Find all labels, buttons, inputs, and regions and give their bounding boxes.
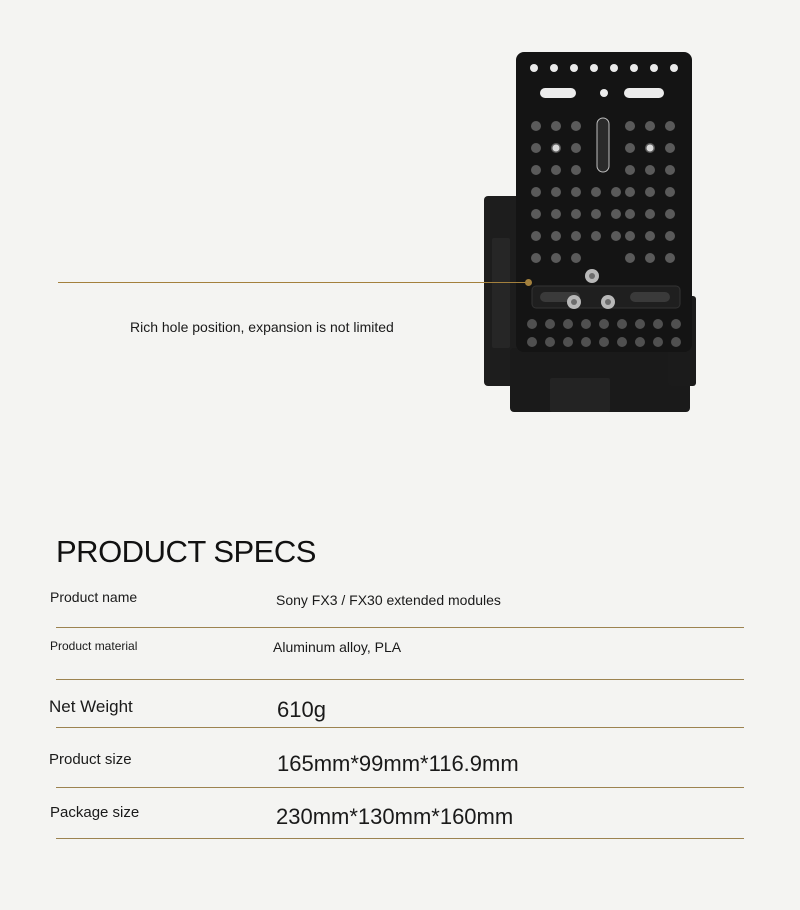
spec-divider — [56, 679, 744, 680]
specs-title: PRODUCT SPECS — [56, 534, 316, 569]
callout-line — [58, 282, 528, 283]
spec-value-product-name: Sony FX3 / FX30 extended modules — [276, 592, 501, 608]
spec-divider — [56, 727, 744, 728]
spec-divider — [56, 627, 744, 628]
camera-module-image — [470, 48, 710, 420]
spec-value-product-size: 165mm*99mm*116.9mm — [277, 751, 519, 776]
spec-divider — [56, 787, 744, 788]
callout-text: Rich hole position, expansion is not limited — [130, 319, 394, 335]
spec-value-package-size: 230mm*130mm*160mm — [276, 804, 514, 829]
spec-label-package-size: Package size — [50, 804, 140, 821]
callout-marker — [525, 279, 532, 286]
spec-value-net-weight: 610g — [277, 697, 326, 722]
spec-label-product-name: Product name — [50, 589, 138, 605]
spec-label-product-material: Product material — [50, 639, 138, 653]
spec-label-net-weight: Net Weight — [49, 697, 133, 716]
spec-value-product-material: Aluminum alloy, PLA — [273, 639, 402, 655]
spec-divider — [56, 838, 744, 839]
spec-label-product-size: Product size — [49, 751, 132, 768]
